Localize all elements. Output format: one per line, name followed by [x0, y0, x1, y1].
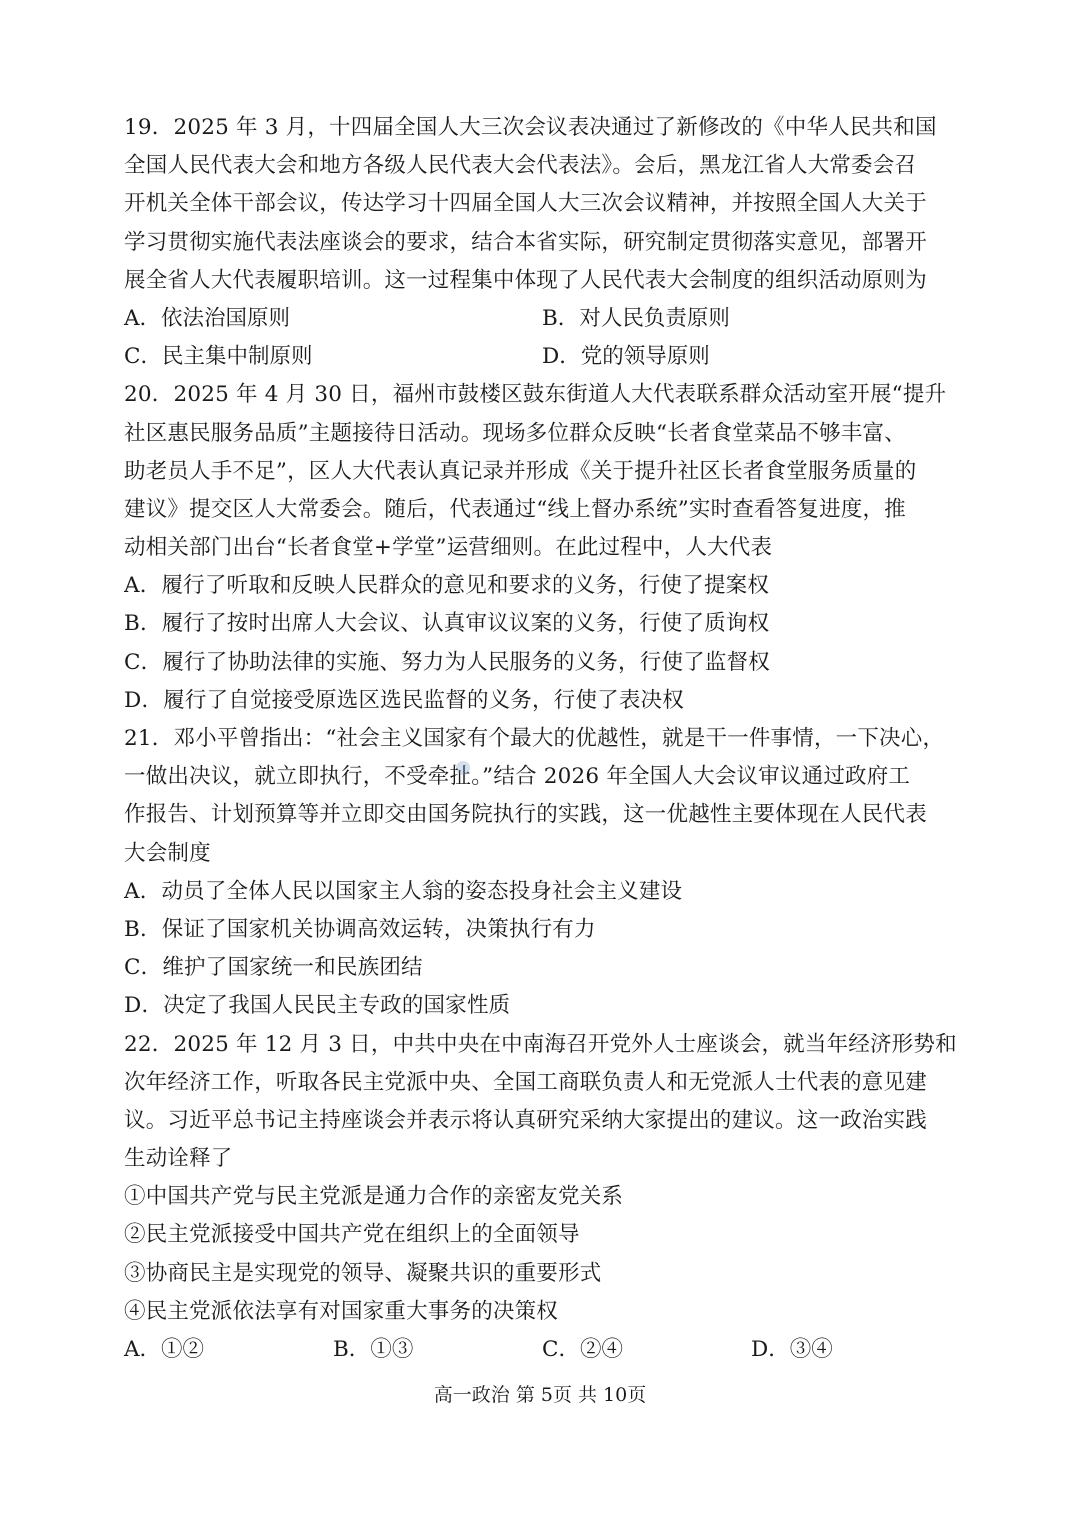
- question-stem-line: 20．2025 年 4 月 30 日，福州市鼓楼区鼓东街道人大代表联系群众活动室开展“提升: [124, 382, 947, 408]
- question-20: [124, 376, 960, 720]
- option-b: [542, 300, 960, 338]
- option-c: [124, 338, 542, 376]
- option-c: [542, 1331, 751, 1369]
- question-stem-line: 议。习近平总书记主持座谈会并表示将认真研究采纳大家提出的建议。这一政治实践: [124, 1107, 927, 1133]
- option-row: [124, 300, 960, 338]
- option-text: ②④: [579, 1337, 623, 1362]
- option-letter: C．: [124, 955, 163, 981]
- option-letter: C．: [124, 649, 163, 675]
- question-stem-line: 助老员人手不足”，区人大代表认真记录并形成《关于提升社区长者食堂服务质量的: [124, 458, 917, 484]
- option-letter: A．: [124, 305, 162, 331]
- option-text: 维护了国家统一和民族团结: [162, 955, 423, 981]
- exam-page: [124, 109, 960, 1369]
- option-text: 依法治国原则: [161, 305, 291, 331]
- option-text: ①③: [370, 1337, 414, 1362]
- option-text: 决定了我国人民民主专政的国家性质: [163, 993, 511, 1019]
- question-stem-line: 开机关全体干部会议，传达学习十四届全国人大三次会议精神，并按照全国人大关于: [124, 191, 927, 217]
- option-d: [124, 682, 960, 720]
- question-stem-line: 全国人民代表大会和地方各级人民代表大会代表法》。会后，黑龙江省人大常委会召: [124, 153, 917, 179]
- question-stem-line: 作报告、计划预算等并立即交由国务院执行的实践，这一优越性主要体现在人民代表: [124, 802, 927, 828]
- option-letter: C．: [124, 344, 162, 370]
- option-text: 动员了全体人民以国家主人翁的姿态投身社会主义建设: [161, 878, 683, 904]
- option-letter: B．: [124, 916, 162, 942]
- option-text: ③④: [789, 1337, 833, 1362]
- option-b: [124, 605, 960, 643]
- option-letter: D．: [124, 993, 164, 1019]
- option-letter: A．: [124, 878, 162, 904]
- question-stem-line: 22．2025 年 12 月 3 日，中共中央在中南海召开党外人士座谈会，就当年经济形势和: [124, 1031, 957, 1057]
- question-stem-line: 一做出决议，就立即执行，不受牵扯。”结合 2026 年全国人大会议审议通过政府工: [124, 764, 911, 790]
- option-text: 履行了听取和反映人民群众的意见和要求的义务，行使了提案权: [161, 573, 770, 599]
- page-footer: 高一政治 第 5页 共 10页: [433, 1384, 647, 1406]
- option-c: [124, 949, 960, 987]
- option-b: [333, 1331, 542, 1369]
- question-stem-line: 次年经济工作，听取各民主党派中央、全国工商联负责人和无党派人士代表的意见建: [124, 1069, 927, 1095]
- option-c: [124, 644, 960, 682]
- option-d: [542, 338, 960, 376]
- question-19: [124, 109, 960, 376]
- option-letter: A．: [124, 573, 162, 599]
- option-letter: B．: [124, 611, 162, 637]
- option-b: [124, 911, 960, 949]
- question-stem-line: 动相关部门出台“长者食堂+学堂”运营细则。在此过程中，人大代表: [124, 535, 773, 561]
- option-a: [124, 567, 960, 605]
- question-stem-line: 大会制度: [124, 840, 211, 866]
- option-letter: C．: [542, 1337, 580, 1362]
- question-stem-line: 社区惠民服务品质”主题接待日活动。现场多位群众反映“长者食堂菜品不够丰富、: [124, 420, 906, 446]
- question-stem-line: 建议》提交区人大常委会。随后，代表通过“线上督办系统”实时查看答复进度，推: [124, 496, 906, 522]
- question-22: [124, 1026, 960, 1370]
- option-a: [124, 1331, 333, 1369]
- option-text: 保证了国家机关协调高效运转，决策执行有力: [161, 916, 596, 942]
- option-text: 履行了自觉接受原选区选民监督的义务，行使了表决权: [163, 687, 684, 713]
- question-21: [124, 720, 960, 1026]
- option-text: 党的领导原则: [580, 344, 710, 370]
- option-d: [751, 1331, 960, 1369]
- statement-item: ②民主党派接受中国共产党在组织上的全面领导: [124, 1222, 580, 1248]
- option-row: [124, 1331, 960, 1369]
- statement-item: ③协商民主是实现党的领导、凝聚共识的重要形式: [124, 1260, 602, 1286]
- option-letter: B．: [542, 305, 580, 331]
- option-letter: D．: [542, 344, 581, 370]
- question-stem-line: 生动诠释了: [124, 1146, 233, 1172]
- option-text: 对人民负责原则: [579, 305, 730, 331]
- option-letter: D．: [751, 1337, 790, 1362]
- option-a: [124, 300, 542, 338]
- option-text: 履行了按时出席人大会议、认真审议议案的义务，行使了质询权: [161, 611, 770, 637]
- statement-item: ④民主党派依法享有对国家重大事务的决策权: [124, 1298, 559, 1324]
- option-text: 履行了协助法律的实施、努力为人民服务的义务，行使了监督权: [162, 649, 770, 675]
- option-letter: B．: [333, 1337, 371, 1362]
- option-letter: D．: [124, 687, 164, 713]
- statement-item: ①中国共产党与民主党派是通力合作的亲密友党关系: [124, 1184, 624, 1210]
- option-text: ①②: [161, 1337, 205, 1362]
- option-d: [124, 987, 960, 1025]
- question-stem-line: 21．邓小平曾指出：“社会主义国家有个最大的优越性，就是干一件事情，一下决心，: [124, 726, 945, 751]
- option-text: 民主集中制原则: [161, 344, 313, 370]
- question-stem-line: 学习贯彻实施代表法座谈会的要求，结合本省实际，研究制定贯彻落实意见，部署开: [124, 229, 927, 255]
- option-letter: A．: [124, 1337, 162, 1362]
- option-a: [124, 873, 960, 911]
- option-row: [124, 338, 960, 376]
- question-stem-line: 展全省人大代表履职培训。这一过程集中体现了人民代表大会制度的组织活动原则为: [124, 267, 927, 293]
- question-stem-line: 19．2025 年 3 月，十四届全国人大三次会议表决通过了新修改的《中华人民共和国: [124, 115, 937, 140]
